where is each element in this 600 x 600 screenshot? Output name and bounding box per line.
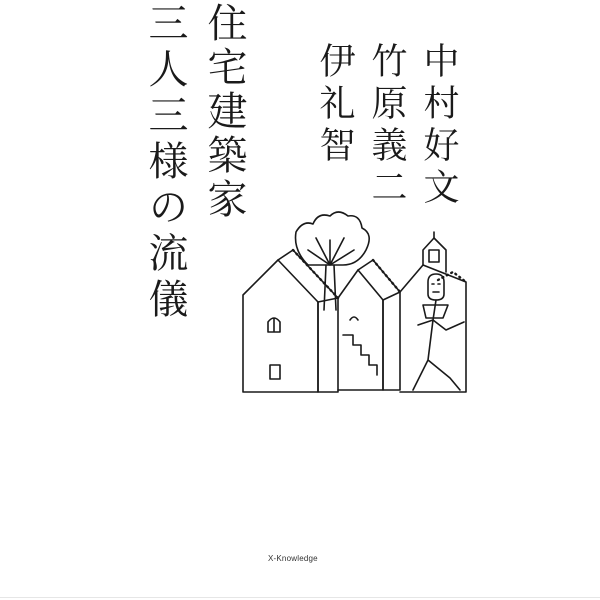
- title-line-1: 住宅建築家: [201, 2, 247, 222]
- publisher-label: X-Knowledge: [268, 554, 318, 563]
- author-nakamura: 中村好文: [418, 42, 459, 210]
- walking-figure-icon: [413, 274, 464, 390]
- author-takehara: 竹原義二: [366, 42, 407, 210]
- title-line-2: 三人三様の流儀: [142, 2, 188, 324]
- right-house-icon: [400, 232, 466, 392]
- left-house-icon: [243, 250, 338, 392]
- tree-icon: [296, 212, 370, 310]
- bottom-divider: [0, 597, 600, 598]
- houses-illustration-icon: [238, 210, 478, 400]
- author-irei: 伊礼智: [314, 42, 355, 168]
- middle-house-icon: [338, 260, 400, 390]
